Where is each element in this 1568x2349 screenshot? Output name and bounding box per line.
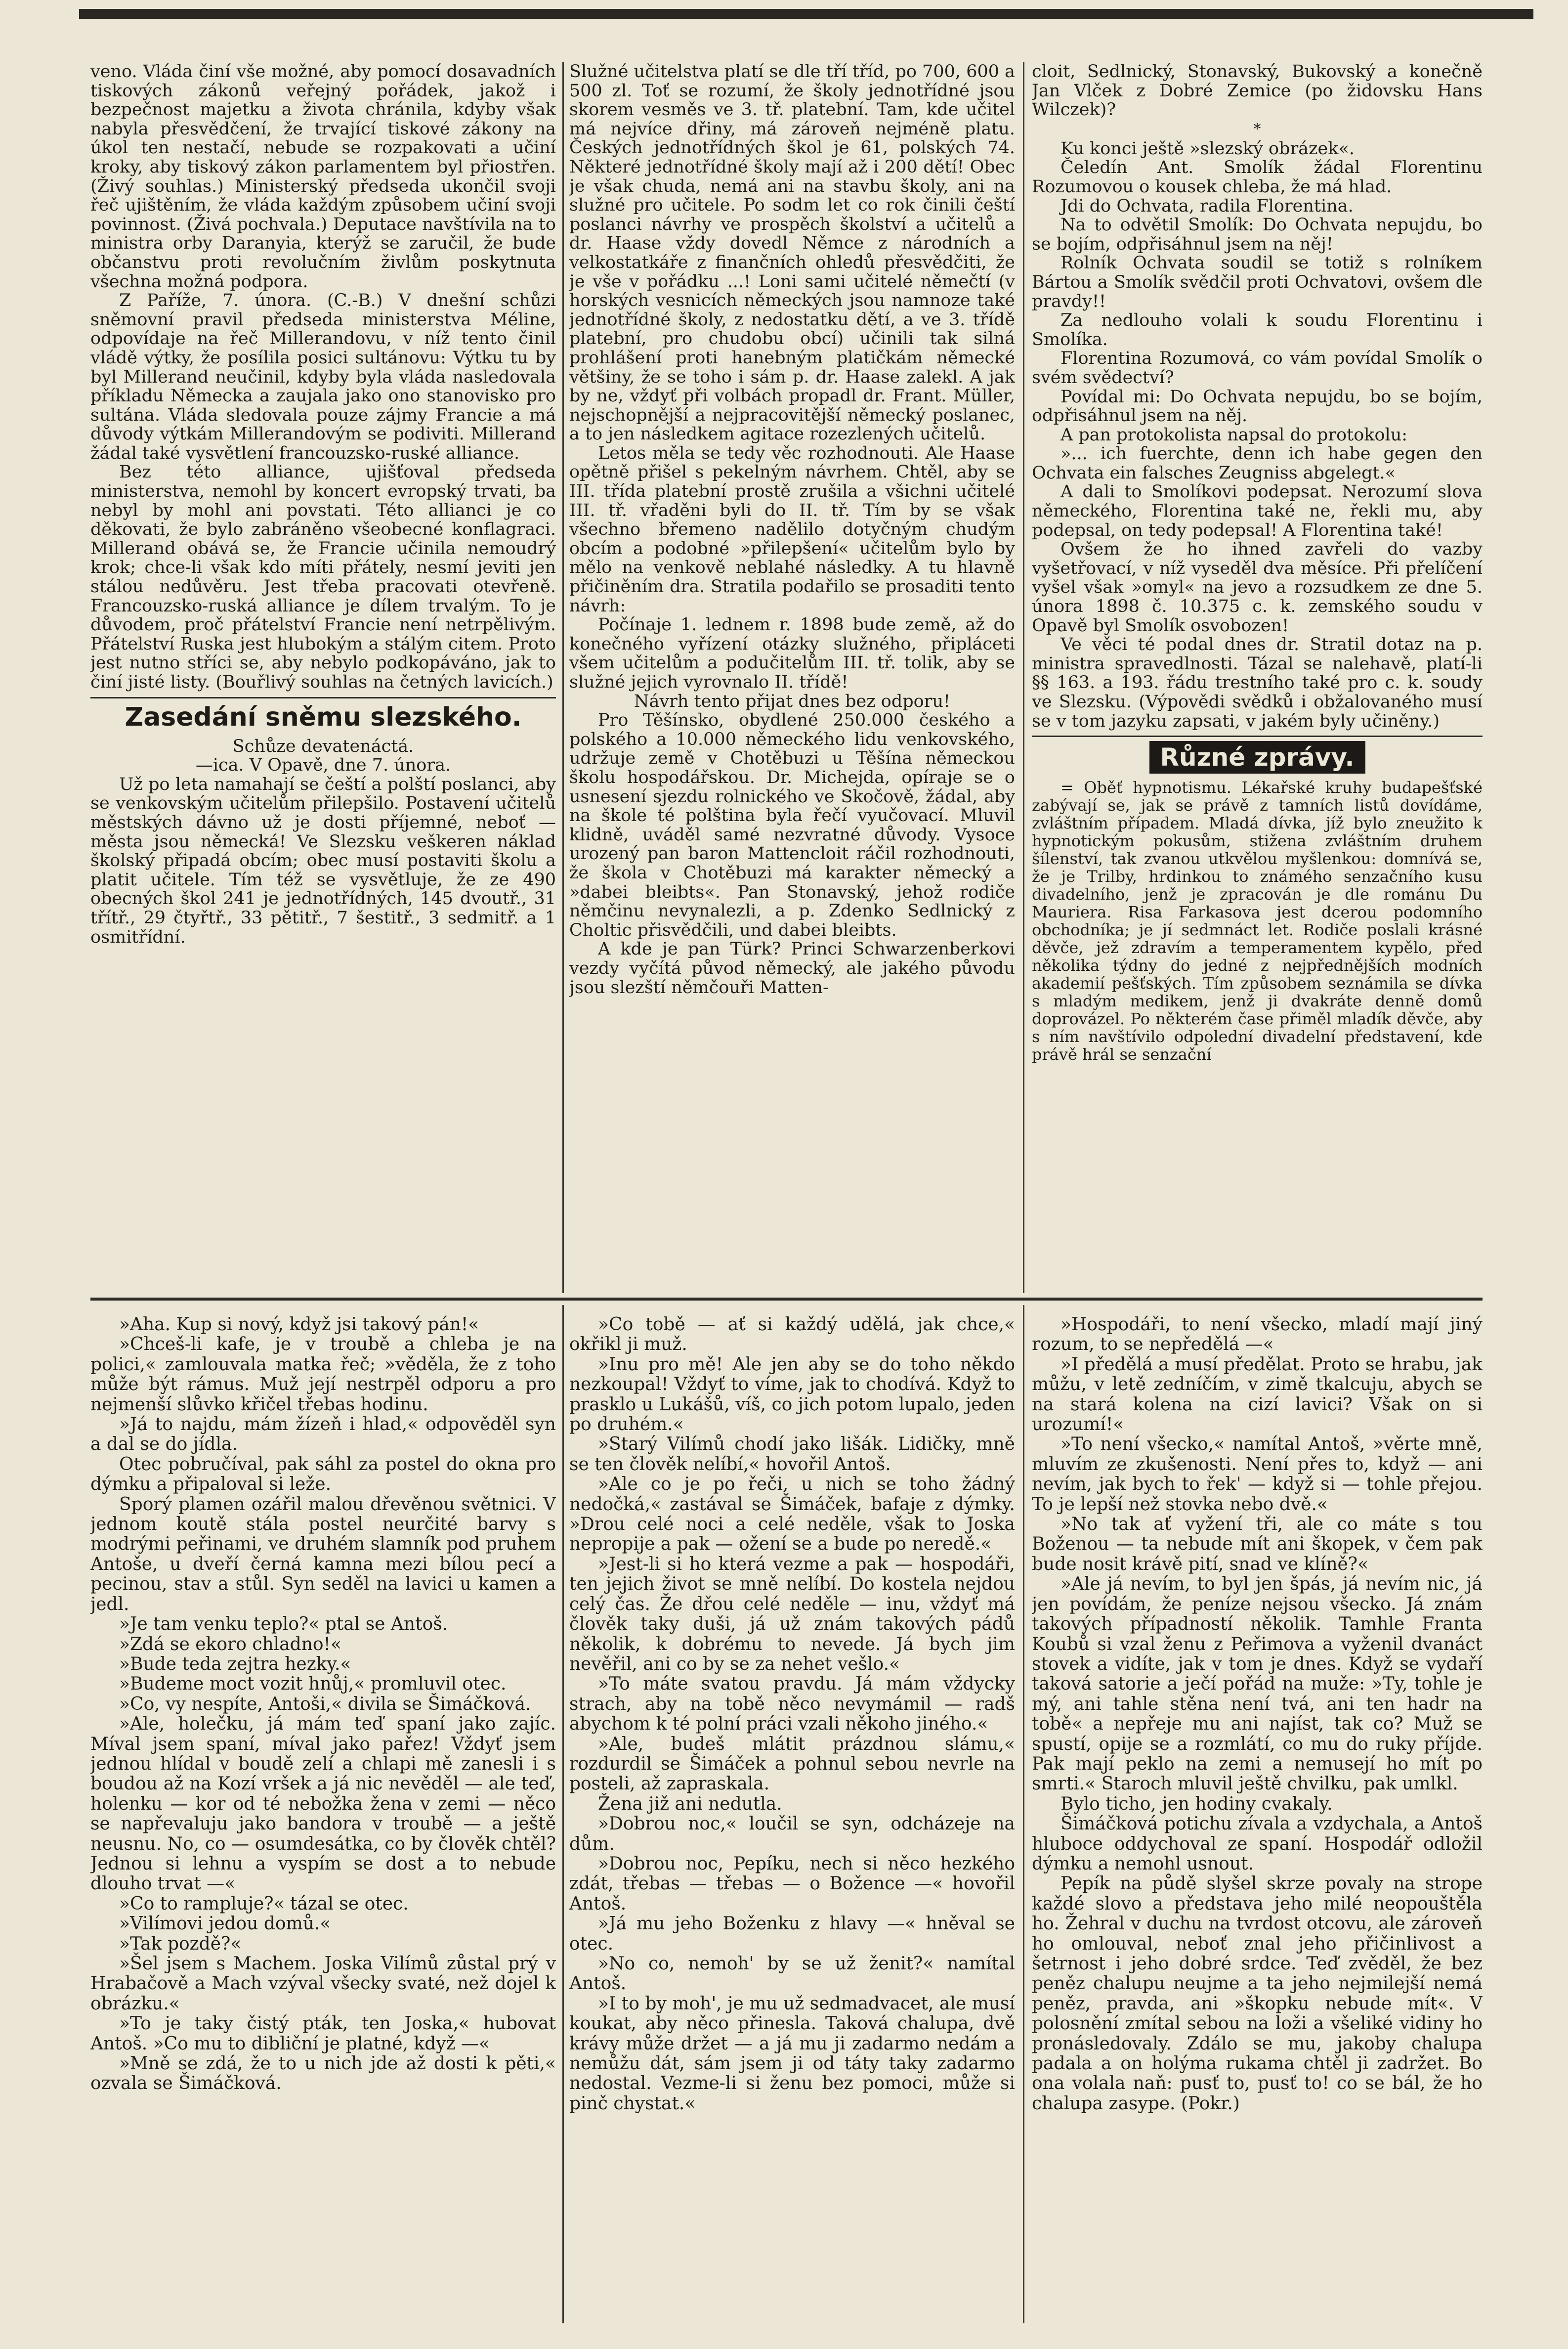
story-paragraph: »Aha. Kup si nový, když jsi takový pán!«: [119, 1315, 479, 1335]
story-paragraph: »Starý Vilímů chodí jako lišák. Lidičky, mně se ten člověk nelíbí,« hovořil Antoš.: [569, 1434, 1015, 1475]
article-paragraph: Na to odvětil Smolík: Do Ochvata nepujdu, bo se bojím, odpřisáhnul jsem na něj!: [1032, 215, 1483, 254]
story-paragraph: »Hospodáři, to není všecko, mladí mají jiný rozum, to se nepředělá —«: [1032, 1315, 1483, 1355]
column-rule-story-2: [1023, 1305, 1024, 2323]
story-paragraph: »Ale, budeš mlátit prázdnou slámu,« rozdurdil se Šimáček a pohnul sebou nevrle na posteli, až zapraskala.: [569, 1734, 1015, 1794]
article-paragraph: Za nedlouho volali k soudu Florentinu i Smolíka.: [1032, 310, 1483, 349]
article-paragraph: Povídal mi: Do Ochvata nepujdu, bo se bojím, odpřisáhnul jsem na něj.: [1032, 387, 1483, 426]
story-paragraph: Bylo ticho, jen hodiny cvakaly.: [1060, 1793, 1333, 1814]
story-paragraph: »Ale já nevím, to byl jen špás, já nevím nic, já jen povídám, že peníze nejsou všecko. Já znám takových případností několik. Tamhle Franta Koubů si vzal ženu z Peřimova a vyženil dvanáct stovek a vidíte, jak v tom je dnes. Když se vydaří taková satorie a ječí pořád na muže: »Ty, tohle je mý, ani tahle stěna není tvá, ani ten hadr na tobě« a nepřeje mu ani najíst, tak co? Muž se spustí, opije se a rozmlátí, co mu do ruky příjde. Pak mají peklo na zemi a nemusejí ho mít po smrti.« Staroch mluvil ještě chvilku, pak umlkl.: [1032, 1574, 1483, 1794]
article-paragraph: Pro Těšínsko, obydlené 250.000 českého a polského a 10.000 německého lidu venkovského, udržuje země v Chotěbuzi u Těšína německou školu hospodářskou. Dr. Michejda, opíraje se o usnesení sjezdu rolnického ve Skočově, žádal, aby na škole té polština byla řečí vyučovací. Mluvil klidně, uváděl samé nezvratné důvody. Vysoce urozený pan baron Mattencloit ráčil rozhodnouti, že škola v Chotěbuzi má karakter německý a »dabei bleibts«. Pan Stonavský, jehož rodiče němčinu nevynalezli, a p. Zdenko Sedlnický z Choltic přisvědčili, und dabei bleibts.: [569, 710, 1015, 940]
article-paragraph: Už po leta namahají se čeští a polští poslanci, aby se venkovským učitelům přilepšilo. Postavení učitelů městských dávno už je dosti příjemné, neboť — města jsou německá! Ve Slezsku veškeren náklad školský připadá obcím; obec musí postaviti školu a platit učitele. Tím též se vysvětluje, že ze 490 obecných škol 241 je jednotřídných, 145 dvoutř., 31 třítř., 29 čtyřtř., 33 pětitř., 7 šestitř., 3 sedmitř. a 1 osmitřídní.: [90, 774, 556, 947]
story-paragraph: »Bude teda zejtra hezky.«: [119, 1653, 351, 1674]
story-paragraph: »Ale, holečku, já mám teď spaní jako zajíc. Míval jsem spaní, míval jako pařez! Vždyť jsem jednou hlídal v boudě zelí a chlapi mě zanesli i s boudou až na Kozí vršek a já nic nevěděl — ale teď, holenku — kor od té nebožka žena v zemi — něco se napřevaluju jako bandora v troubě — a ještě neusnu. No, co — osumdesátka, co by člověk chtěl? Jednou si lehnu a vyspím se dost a to nebude dlouho trvat —«: [90, 1714, 556, 1894]
article-paragraph: Bez této alliance, ujišťoval předseda ministerstva, nemohl by koncert evropský trvati, ba nebyl by mohl ani povstati. Této allianci je co děkovati, že bylo zabráněno všeobecné konflagraci. Millerand obává se, že Francie učinila nemoudrý krok; chce-li však kdo míti přátely, nesmí jeviti jen stálou nedůvěru. Jest třeba pracovati otevřeně. Francouzsko-ruská alliance je dílem trvalým. To je důvodem, proč přátelství Francie není netrpělivým. Přátelství Ruska jest hlubokým a stálým citem. Proto jest nutno stříci se, aby nebylo podkopáváno, jak to činí jisté listy. (Bouřlivý souhlas na četných lavicích.): [90, 462, 556, 692]
section-subtitle: Schůze devatenáctá.: [232, 736, 414, 756]
section-title-box: [1032, 741, 1483, 774]
story-paragraph: »Zdá se ekoro chladno!«: [119, 1634, 342, 1654]
story-paragraph: »Dobrou noc,« loučil se syn, odcházeje na dům.: [569, 1814, 1015, 1854]
story-paragraph: »Šel jsem s Machem. Joska Vilímů zůstal prý v Hrabačově a Mach vzýval všecky svaté, než dojel k obrázku.«: [90, 1954, 556, 2014]
article-paragraph: Služné učitelstva platí se dle tří tříd, po 700, 600 a 500 zl. Toť se rozumí, že školy jednotřídné jsou skorem vesměs ve 3. tř. platební. Tam, kde učitel má nejvíce dřiny, má zároveň nejméně platu. Českých jednotřídných škol je 61, polských 74. Některé jednotřídné školy mají až i 200 dětí! Obec je však chuda, nemá ani na stavbu školy, ani na služné pro učitele. Po sodm let co rok činili čeští poslanci návrhy ve prospěch školství a učitelů a dr. Haase vždy dovedl Němce z národních a velkostatkáře z finančních ohledů přesvědčiti, že je vše v pořádku ...! Loni sami učitelé němečtí (v horských vesnicích německých jsou namnoze také jednotřídné školy, z nedostatku dětí, a ve 3. třídě platební, pro chudobu obcí) učinili tak silná prohlášení proti hanebným platičkám německé většiny, že se toho i sám p. dr. Haase zalekl. A jak by ne, vždyť při volbách propadl dr. Frant. Müller, nejschopnější a nejpracovitější německý poslanec, a to jen následkem agitace rozezlených učitelů.: [569, 62, 1015, 444]
story-paragraph: »Mně se zdá, že to u nich jde až dosti k pěti,« ozvala se Šimáčková.: [90, 2053, 556, 2094]
story-paragraph: »To máte svatou pravdu. Já mám vždycky strach, aby na tobě něco nevymámil — radš abychom k té polní práci vzali někoho jiného.«: [569, 1674, 1015, 1735]
story-paragraph: »Vilímovi jedou domů.«: [119, 1914, 331, 1934]
article-paragraph: Ovšem že ho ihned zavřeli do vazby vyšetřovací, v níž vyseděl dva měsíce. Při přelíčení vyšel však »omyl« na jevo a rozsudkem ze dne 5. února 1898 č. 10.375 c. k. zemského soudu v Opavě byl Smolík osvobozen!: [1032, 539, 1483, 636]
article-paragraph: Čeledín Ant. Smolík žádal Florentinu Rozumovou o kousek chleba, že má hlad.: [1032, 158, 1483, 197]
story-paragraph: »Ale co je po řeči, u nich se toho žádný nedočká,« zastával se Šimáček, bafaje z dýmky. »Drou celé noci a celé neděle, však to Joska nepropije a pak — ožení se a bude po neredě.«: [569, 1474, 1015, 1555]
article-paragraph: Ku konci ještě »slezský obrázek«.: [1060, 138, 1355, 159]
article-paragraph: veno. Vláda činí vše možné, aby pomocí dosavadních tiskových zákonů veřejný pořádek, jakož i bezpečnost majetku a života chránila, kdyby však nabyla přesvědčení, že trvající tiskové zákony na úkol ten nestačí, nebude se rozpakovati a učiní kroky, aby tiskový zákon parlamentem byl přiostřen. (Živý souhlas.) Ministerský předseda ukončil svoji řeč ujištěním, že vláda každým způsobem učiní svoji povinnost. (Živá pochvala.) Deputace navštívila na to ministra orby Daranyia, kterýž se zaručil, že bude občanstvu proti revolučním živlům poskytnuta všechna možná podpora.: [90, 62, 556, 292]
story-paragraph: »I předělá a musí předělat. Proto se hrabu, jak můžu, v letě zedníčím, v zimě tkalcuju, abych se na stará kolena na cizí lavici? Však on si urozumí!«: [1032, 1354, 1483, 1435]
story-paragraph: »Co, vy nespíte, Antoši,« divila se Šimáčková.: [119, 1694, 531, 1714]
article-paragraph: Návrh tento přijat dnes bez odporu!: [634, 691, 951, 711]
story-paragraph: »I to by moh', je mu už sedmadvacet, ale musí koukat, aby něco přinesla. Taková chalupa, dvě krávy může držet — a já mu ji zadarmo nedám a nemůžu dát, sám jsem ji od táty taky zadarmo nedostal. Vezme-li si ženu bez pomoci, může si pinč chystat.«: [569, 1993, 1015, 2114]
column-rule-2: [1023, 62, 1024, 1293]
article-paragraph: Jdi do Ochvata, radila Florentina.: [1060, 196, 1354, 216]
story-paragraph: »Dobrou noc, Pepíku, nech si něco hezkého zdát, třebas — třebas — o Božence —« hovořil Antoš.: [569, 1853, 1015, 1914]
article-paragraph: A pan protokolista napsal do protokolu:: [1060, 425, 1408, 445]
article-paragraph: Ve věci té podal dnes dr. Stratil dotaz na p. ministra spravedlnosti. Tázal se nalehavě, platí-li §§ 163. a 193. řádu trestního také pro c. k. soudy ve Slezsku. (Výpovědi svědků i obžalovaného musí se v tom jazyku zapsati, v jakém byly učiněny.): [1032, 635, 1483, 731]
article-paragraph: Letos měla se tedy věc rozhodnouti. Ale Haase opětně přišel s pekelným návrhem. Chtěl, aby se III. třída platební prostě zrušila a všichni učitelé III. tř. vřaděni byli do II. tř. Tím by se však všechno břemeno nadělilo dotyčným chudým obcím a podobné »přilepšení« učitelům bylo by mělo na venkově neblahé následky. A tu hlavně přičiněním dra. Stratila podařilo se prosaditi tento návrh:: [569, 443, 1015, 616]
story-paragraph: »Jest-li si ho která vezme a pak — hospodáři, ten jejich život se mně nelíbí. Do kostela nejdou celý čas. Že dřou celé neděle — inu, vždyť má člověk taky duši, já už znám takových pádů několik, k dobrému to nevede. Já bych jim nevěřil, ani co by se za nehet vešlo.«: [569, 1554, 1015, 1674]
story-paragraph: »Já mu jeho Boženku z hlavy —« hněval se otec.: [569, 1914, 1015, 1954]
article-paragraph: cloit, Sedlnický, Stonavský, Bukovský a konečně Jan Vlček z Dobré Zemice (po židovsku Hans Wilczek)?: [1032, 62, 1483, 120]
column-3-top: [1032, 62, 1483, 1288]
article-paragraph: A dali to Smolíkovi podepsat. Nerozumí slova německého, Florentina také ne, řekli mu, aby podepsal, on tedy podepsal! A Florentina také!: [1032, 482, 1483, 540]
section-divider: [90, 697, 556, 698]
section-title-sjezd: Zasedání sněmu slezského.: [125, 702, 522, 732]
story-paragraph: »To není všecko,« namítal Antoš, »věrte mně, mluvím ze zkušenosti. Není přes to, když — ani nevím, jak bych to řek' — když si — tohle přejou. To je lepší než stovka nebo dvě.«: [1032, 1434, 1483, 1515]
dateline: —ica. V Opavě, dne 7. února.: [195, 755, 451, 776]
article-paragraph: Florentina Rozumová, co vám povídal Smolík o svém svědectví?: [1032, 348, 1483, 388]
story-paragraph: Žena již ani nedutla.: [598, 1793, 782, 1814]
column-rule-1: [562, 62, 564, 1293]
story-paragraph: »Chceš-li kafe, je v troubě a chleba je na polici,« zamlouvala matka řeč; »věděla, že z toho může být rámus. Muž její nestrpěl odporu a pro nejmenší slůvko křičel třebas hodinu.: [90, 1334, 556, 1415]
story-paragraph: »To je taky čistý pták, ten Joska,« hubovat Antoš. »Co mu to dibliční je platné, když —«: [90, 2013, 556, 2054]
story-paragraph: Otec pobručíval, pak sáhl za postel do okna pro dýmku a připaloval si leže.: [90, 1454, 556, 1495]
top-border-rule: [79, 9, 1533, 19]
story-column-2: [569, 1315, 1015, 2323]
story-paragraph: »No co, nemoh' by se už ženit?« namítal Antoš.: [569, 1954, 1015, 1994]
story-column-1: [90, 1315, 556, 2323]
article-paragraph: Počínaje 1. lednem r. 1898 bude země, až do konečného vyřízení otázky služného, připláceti všem učitelům a podučitelům III. tř. tolik, aby se služné jejich vyrovnalo II. třídě!: [569, 615, 1015, 692]
story-paragraph: Pepík na půdě slyšel skrze povaly na strope každé slovo a představa jeho milé neopouštěla ho. Žehral v duchu na tvrdost otcovu, ale zároveň ho omlouval, neboť znal jeho přičinlivost a šetrnost i jeho dobré srdce. Teď zvěděl, že bez peněz chalupu neujme a ta jeho nejmilejší nemá peněz, pravda, ani »škopku nebude mít«. V polosnění zmítal sebou na loži a všeliké vidiny ho pronásledovaly. Zdálo se mu, jakoby chalupa padala a on holýma rukama chtěl ji zadržet. Bo ona volala naň: pusť to, pusť to! co se bál, že ho chalupa zasype. (Pokr.): [1032, 1873, 1483, 2114]
section-title-ruzne-zpravy: Různé zprávy.: [1149, 741, 1365, 774]
article-paragraph: »... ich fuerchte, denn ich habe gegen den Ochvata ein falsches Zeugniss abgelegt.«: [1032, 444, 1483, 483]
story-paragraph: »Tak pozdě?«: [119, 1933, 242, 1954]
story-paragraph: »Co tobě — ať si každý udělá, jak chce,« okřikl ji muž.: [569, 1315, 1015, 1355]
column-rule-story-1: [562, 1305, 564, 2323]
column-1-top: [90, 62, 556, 1288]
story-paragraph: »Co to rampluje?« tázal se otec.: [119, 1893, 409, 1914]
story-paragraph: Šimáčková potichu zívala a vzdychala, a Antoš hluboce oddychoval ze spaní. Hospodář odložil dýmku a nemohl usnout.: [1032, 1814, 1483, 1874]
story-paragraph: »Je tam venku teplo?« ptal se Antoš.: [119, 1614, 448, 1635]
story-column-3: [1032, 1315, 1483, 2323]
section-divider: [1032, 736, 1483, 737]
feuilleton-divider: [90, 1298, 1483, 1301]
article-paragraph: = Oběť hypnotismu. Lékařské kruhy budapešťské zabývají se, jak se právě z tamních listů dovídáme, zvláštním případem. Mladá dívka, jíž bylo zneužito k hypnotickým pokusům, stižena zvláštním druhem šílenství, tak zvanou utkvělou myšlenkou: domnívá se, že je Trilby, hrdinkou to známého senzačního kusu divadelního, jenž je zpracován je dle románu Du Mauriera. Risa Farkasova jest dcerou podomního obchodníka; je jí sedmnáct let. Rodiče poslali krásné děvče, jež zdravím a temperamentem kypělo, před několika týdny do jedné z nejpřednějších modních akademií pešťských. Tím způsobem seznámila se dívka s mladým medikem, jenž ji dvakráte denně domů doprovázel. Po některém čase přiměl mladík děvče, aby s ním navštívilo odpolední divadelní představení, kde právě hrál se senzační: [1032, 778, 1483, 1064]
article-paragraph: Z Paříže, 7. února. (C.-B.) V dnešní schůzi sněmovní pravil předseda ministerstva Méline, odpovídaje na řeč Millerandovu, v níž tento činil vládě výtky, že posílila posici sultánovu: Výtku tu by byl Millerand neučinil, kdyby byla vláda nasledovala příkladu Německa a zaujala jako ono stanovisko pro sultána. Vláda sledovala pouze zájmy Francie a má důvody výtkám Millerandovým se podiviti. Millerand žádal také vysvětlení francouzsko-ruské alliance.: [90, 291, 556, 463]
column-2-top: [569, 62, 1015, 1288]
story-paragraph: Sporý plamen ozářil malou dřevěnou světnici. V jednom koutě stála postel neurčité barvy s modrými peřinami, ve druhém slamník pod pruhem Antoše, u dveří černá kamna mezi bílou pecí a pecinou, stav a stůl. Syn seděl na lavici u kamen a jedl.: [90, 1494, 556, 1614]
section-ornament: *: [1253, 120, 1261, 138]
story-paragraph: »Inu pro mě! Ale jen aby se do toho někdo nezkoupal! Vždyť to víme, jak to chodívá. Když to prasklo u Lukášů, víš, co jich potom lupalo, jeden po druhém.«: [569, 1354, 1015, 1435]
article-paragraph: A kde je pan Türk? Princi Schwarzenberkovi vezdy vyčítá původ německý, ale jakého původu jsou slezští němčouři Matten-: [569, 939, 1015, 998]
story-paragraph: »Budeme moct vozit hnůj,« promluvil otec.: [119, 1674, 507, 1695]
article-paragraph: Rolník Ochvata soudil se totiž s rolníkem Bártou a Smolík svědčil proti Ochvatovi, ovšem dle pravdy!!: [1032, 253, 1483, 311]
story-paragraph: »Já to najdu, mám žízeň i hlad,« odpověděl syn a dal se do jídla.: [90, 1414, 556, 1455]
story-paragraph: »No tak ať vyžení tři, ale co máte s tou Boženou — ta nebude mít ani škopek, v čem pak bude nosit krávě pití, snad ve klíně?«: [1032, 1514, 1483, 1574]
